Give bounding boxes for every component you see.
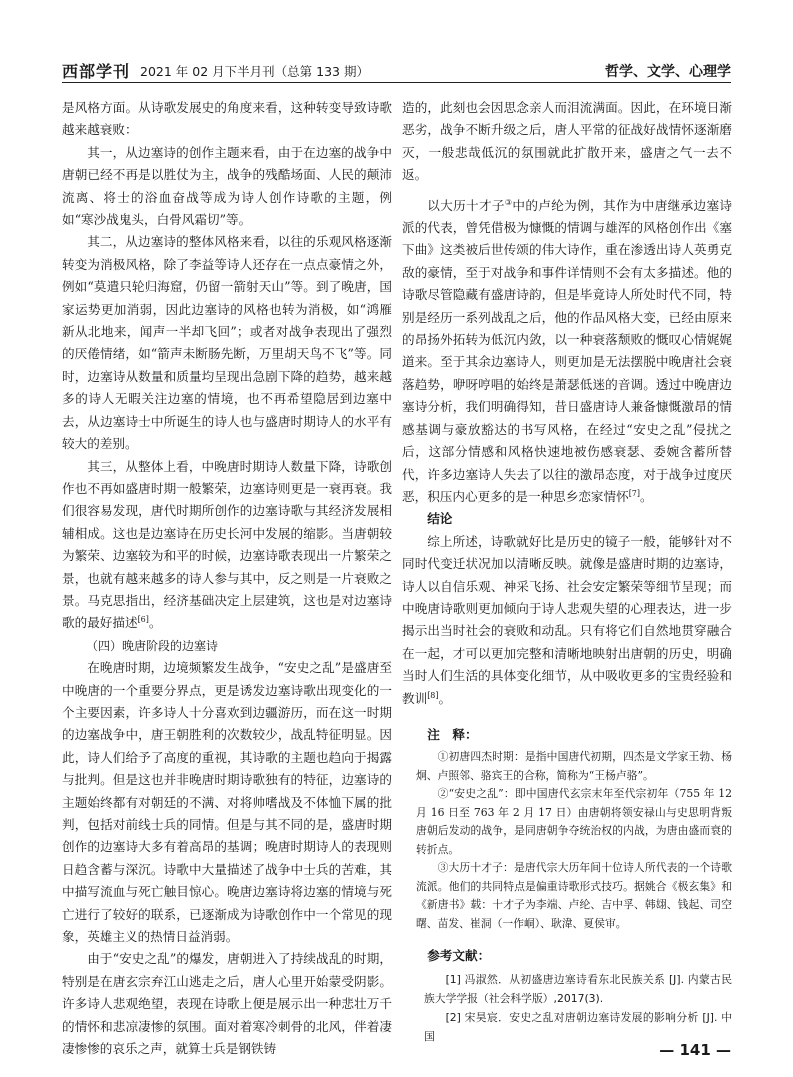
note-marker: ③ — [504, 197, 513, 207]
paragraph-text: 其三，从整体上看，中晚唐时期诗人数量下降，诗歌创作也不再如盛唐时期一般繁荣，边塞诗则更是一衰再衰。我们很容易发现，唐代时期所创作的边塞诗歌与其经济发展相辅相成。这也是边塞诗在历史长河中发展的缩影。当唐朝较为繁荣、边塞较为和平的时候，边塞诗歌表现出一片繁荣之景，也就有越来越多的诗人参与其中，反之则是一片衰败之景。马克思指出，经济基础决定上层建筑，这也是对边塞诗歌的最好描述 — [62, 458, 392, 631]
paragraph: 是风格方面。从诗歌发展史的角度来看，这种转变导致诗歌越来越衰败： — [62, 100, 392, 138]
note-item: ①初唐四杰时期：是指中国唐代初期，四杰是文学家王勃、杨炯、卢照邻、骆宾王的合称，简称为“王杨卢骆”。 — [416, 750, 732, 782]
page-header — [62, 55, 731, 83]
paragraph: 由于“安史之乱”的爆发，唐朝进入了持续战乱的时期，特别是在唐玄宗弃江山逃走之后，唐人心里开始蒙受阴影。许多诗人悲观绝望，表现在诗歌上便是展示出一种悲壮万千的情怀和悲凉凄惨的氛围。面对着寒冷刺骨的北风，伴着凄凄惨惨的哀乐之声，就算士兵是钢铁铸 — [62, 951, 392, 1057]
paragraph — [62, 456, 392, 635]
paragraph — [402, 531, 732, 710]
page-number: — 141 — — [659, 1041, 731, 1059]
citation: [7] — [628, 488, 641, 498]
header-rule — [62, 82, 731, 83]
paragraph — [402, 195, 732, 509]
note-item: ③大历十才子：是唐代宗大历年间十位诗人所代表的一个诗歌流派。他们的共同特点是偏重诗歌形式技巧。据姚合《极玄集》和《新唐书》载：十才子为李端、卢纶、吉中孚、韩翃、钱起、司空曙、苗发、崔洞（一作峒）、耿湋、夏侯审。 — [416, 861, 732, 930]
issue-info: 2021 年 02 月下半月刊（总第 133 期） — [140, 64, 369, 79]
paragraph: 在晚唐时期，边境频繁发生战争，“安史之乱”是盛唐至中晚唐的一个重要分界点，更是诱发边塞诗歌出现变化的一个主要因素，许多诗人十分喜欢到边疆游历，而在这一时期的边塞战争中，唐王朝胜利的次数较少，战乱特征明显。因此，诗人们给予了高度的重视，其诗歌的主题也趋向于揭露与批判。但是这也并非晚唐时期诗歌独有的特征，边塞诗的主题始终都有对朝廷的不满、对将帅嗜战及不体恤下属的批判，包括对前线士兵的同情。但是与其不同的是，盛唐时期创作的边塞诗大多有着高昂的基调；晚唐时期诗人的表现则日趋含蓄与深沉。诗歌中大量描述了战争中士兵的苦难，其中描写流血与死亡触目惊心。晚唐边塞诗将边塞的情境与死亡进行了较好的联系，已逐渐成为诗歌创作中一个常见的现象，英雄主义的热情日益消弱。 — [62, 660, 392, 945]
paragraph: 造的，此刻也会因思念亲人而泪流满面。因此，在环境日渐恶劣，战争不断升级之后，唐人平常的征战好战情怀逐渐磨灭，一般悲哉低沉的氛围就此扩散开来，盛唐之气一去不返。 — [402, 100, 732, 183]
reference-item: [1] 冯淑然．从初盛唐边塞诗看东北民族关系 [J]. 内蒙古民族大学学报（社会科学版）,2017(3). — [424, 972, 732, 1005]
section-subheading: （四）晚唐阶段的边塞诗 — [86, 638, 219, 653]
paragraph-text: 综上所述，诗歌就好比是历史的镜子一般，能够针对不同时代变迁状况加以清晰反映。就像是盛唐时期的边塞诗，诗人以自信乐观、神采飞扬、社会安定繁荣等细节呈现；而中晚唐诗歌则更加倾向于诗人悲观失望的心理表达，进一步揭示出当时社会的衰败和动乱。只有将它们自然地贯穿融合在一起，才可以更加完整和清晰地映射出唐朝的历史，明确当时人们生活的具体变化细节，从中吸收更多的宝贵经验和教训 — [402, 533, 732, 706]
punct: 。 — [148, 615, 162, 631]
punct: 。 — [640, 488, 653, 504]
citation: [8] — [427, 690, 439, 700]
paragraph-text: 以大历十才子 — [427, 197, 505, 213]
punct: 。 — [438, 690, 452, 706]
references-heading: 参考文献： — [427, 948, 491, 964]
section-title: 哲学、文学、心理学 — [605, 64, 731, 80]
left-column — [62, 97, 392, 1060]
notes-heading: 注 释： — [427, 726, 478, 742]
journal-logo: 西部学刊 — [62, 62, 131, 81]
paragraph: 其一，从边塞诗的创作主题来看，由于在边塞的战争中唐朝已经不再是以胜仗为主，战争的残酷场面、人民的颠沛流离、将士的浴血奋战等成为诗人创作诗歌的主题，例如“寒沙战鬼头，白骨风霜切”等。 — [62, 144, 392, 228]
paragraph: 其二，从边塞诗的整体风格来看，以往的乐观风格逐渐转变为消极风格，除了李益等诗人还存在一点点豪情之外，例如“莫遣只轮归海窟，仍留一箭射天山”等。到了晚唐，国家运势更加消弱，因此边塞诗的风格也转为消极，如“鸿雁新从北地来，闻声一半却飞回”；或者对战争表现出了强烈的厌倦情绪，如“箭声未断肠先断，万里胡天鸟不飞”等。同时，边塞诗从数量和质量均呈现出急剧下降的趋势，越来越多的诗人无暇关注边塞的情境，也不再希望隐居到边塞中去，从边塞诗士中所诞生的诗人也与盛唐时期诗人的水平有较大的差别。 — [62, 234, 392, 452]
reference-item: [2] 宋昊宸．安史之乱对唐朝边塞诗发展的影响分析 [J]. 中国 — [424, 1010, 732, 1043]
conclusion-heading: 结论 — [427, 511, 453, 527]
citation: [6] — [137, 615, 149, 625]
right-column — [402, 97, 732, 1046]
paragraph-text: 中的卢纶为例，其作为中唐继承边塞诗派的代表，曾凭借极为慷慨的情调与雄浑的风格创作出《塞下曲》这类被后世传颂的伟大诗作，重在渗透出诗人英勇克敌的豪情，至于对战争和事件详情则不会有太多描述。他的诗歌尽管隐藏有盛唐诗韵，但是毕竟诗人所处时代不同，特别是经历一系列战乱之后，他的作品风格大变，已经由原来的昂扬外拓转为低沉内敛，以一种衰落颓败的慨叹心情娓娓道来。至于其余边塞诗人，则更加是无法摆脱中晚唐社会衰落趋势，咿呀哼唱的始终是萧瑟低迷的音调。透过中晚唐边塞诗分析，我们明确得知，昔日盛唐诗人兼备慷慨激昂的情感基调与豪放豁达的书写风格，在经过“安史之乱”侵扰之后，这部分情感和风格快速地被伤感衰瑟、委婉含蓄所替代，许多边塞诗人失去了以往的激昂态度，对于战争过度厌恶，积压内心更多的是一种思乡恋家情怀 — [402, 197, 733, 504]
note-item: ②“安史之乱”：即中国唐代玄宗末年至代宗初年（755 年 12 月 16 日至 763 年 2 月 17 日）由唐朝将领安禄山与史思明背叛唐朝后发动的战争，是同唐朝争夺统治权的内战，为唐由盛而衰的转折点。 — [416, 787, 732, 856]
